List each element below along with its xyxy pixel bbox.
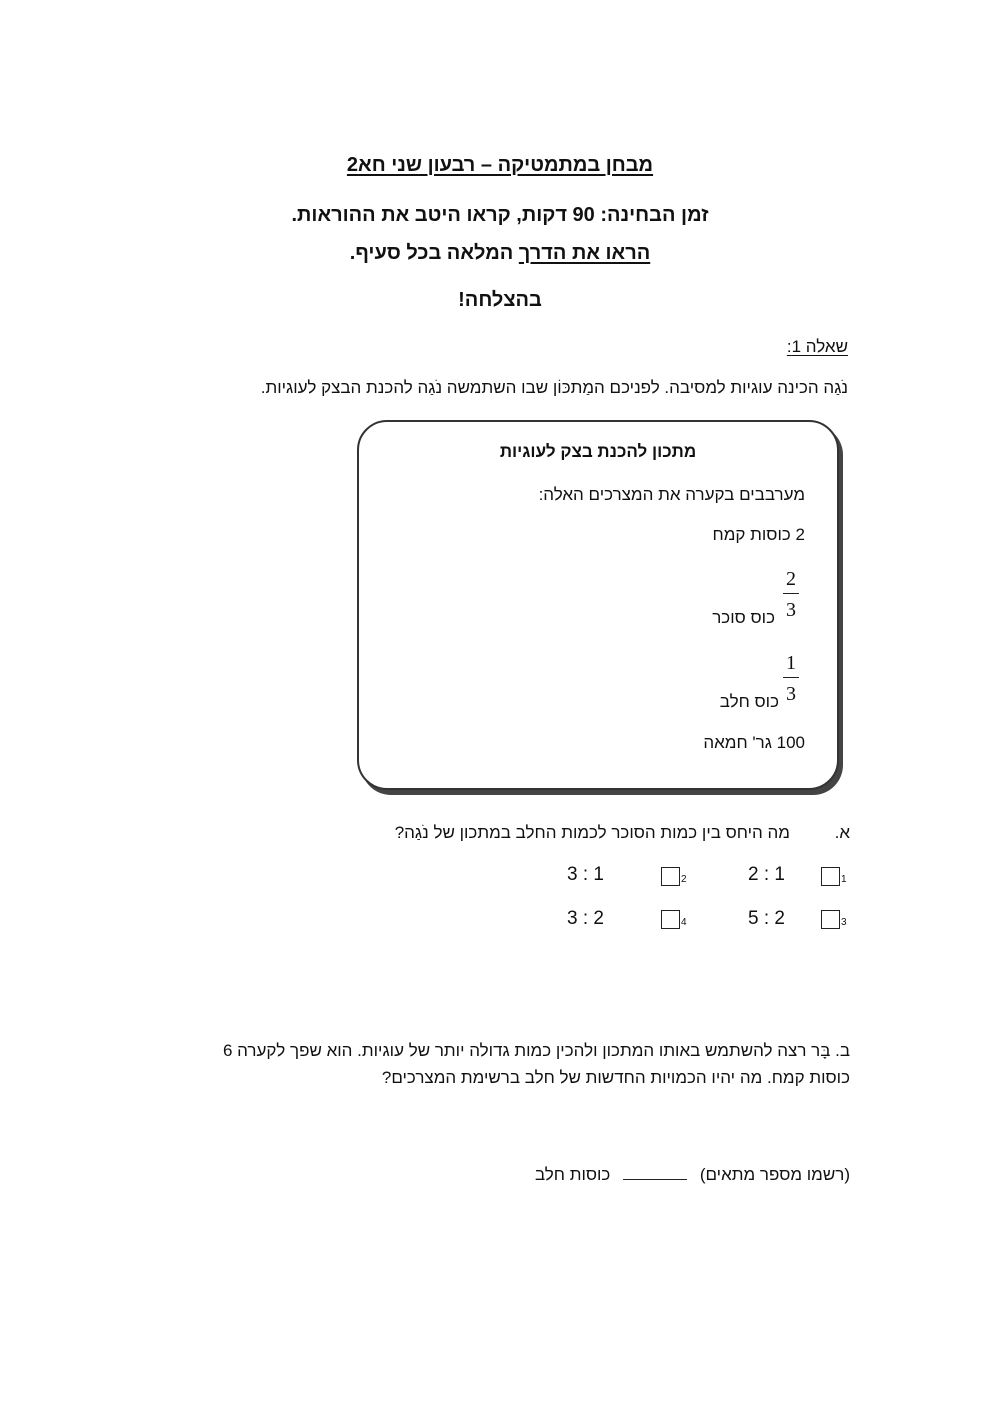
recipe-instruction: מערבבים בקערה את המצרכים האלה: bbox=[538, 485, 805, 504]
option-4-value: 3 : 2 bbox=[567, 908, 604, 929]
option-3-value: 5 : 2 bbox=[748, 908, 785, 929]
recipe-flour: 2 כוסות קמח bbox=[712, 525, 805, 544]
part-a-letter: א. bbox=[834, 823, 850, 842]
option-2-checkbox[interactable] bbox=[661, 867, 680, 886]
answer-row bbox=[535, 1163, 850, 1185]
option-3-number: 3 bbox=[841, 917, 847, 928]
recipe-title: מתכון להכנת בצק לעוגיות bbox=[499, 442, 697, 461]
option-3-checkbox[interactable] bbox=[821, 910, 840, 929]
exam-title: מבחן במתמטיקה – רבעון שני חא2 bbox=[346, 154, 654, 176]
milk-fraction bbox=[783, 652, 799, 705]
good-luck: בהצלחה! bbox=[458, 289, 542, 311]
sugar-fraction bbox=[783, 568, 799, 621]
recipe-butter: 100 גר' חמאה bbox=[703, 733, 805, 752]
exam-instruction bbox=[0, 242, 1000, 265]
sugar-denominator: 3 bbox=[786, 599, 796, 621]
recipe-sugar-label: כוס סוכר bbox=[712, 608, 775, 627]
option-1-value: 2 : 1 bbox=[748, 864, 785, 885]
question-heading: שאלה 1: bbox=[786, 337, 848, 356]
answer-suffix: כוסות חלב bbox=[534, 1165, 611, 1184]
sugar-numerator: 2 bbox=[786, 568, 796, 590]
part-a-question: מה היחס בין כמות הסוכר לכמות החלב במתכון של נֹגַה? bbox=[394, 823, 790, 842]
answer-blank[interactable] bbox=[623, 1163, 687, 1180]
milk-numerator: 1 bbox=[786, 652, 796, 674]
part-b-line-2: כוסות קמח. מה יהיו הכמויות החדשות של חלב ברשימת המצרכים? bbox=[381, 1068, 850, 1087]
option-4-checkbox[interactable] bbox=[661, 910, 680, 929]
instruction-rest: המלאה בכל סעיף. bbox=[349, 242, 519, 264]
fraction-bar bbox=[783, 593, 799, 594]
option-4-number: 4 bbox=[681, 917, 687, 928]
answer-prefix: (רשמו מספר מתאים) bbox=[699, 1165, 850, 1184]
recipe-milk-label: כוס חלב bbox=[719, 692, 779, 711]
recipe-box bbox=[357, 420, 839, 790]
option-1-number: 1 bbox=[841, 874, 847, 885]
milk-denominator: 3 bbox=[786, 683, 796, 705]
fraction-bar bbox=[783, 677, 799, 678]
exam-duration: זמן הבחינה: 90 דקות, קראו היטב את ההוראות. bbox=[291, 204, 709, 226]
instruction-underlined: הראו את הדרך bbox=[518, 242, 651, 264]
part-b-line-1: ב. בָּר רצה להשתמש באותו המתכון ולהכין כמות גדולה יותר של עוגיות. הוא שפך לקערה 6 bbox=[222, 1041, 850, 1060]
option-2-value: 3 : 1 bbox=[567, 864, 604, 885]
question-intro: נֹגַה הכינה עוגיות למסיבה. לפניכם המַתכּוֹן שבו השתמשה נֹגַה להכנת הבצק לעוגיות. bbox=[260, 378, 848, 397]
option-1-checkbox[interactable] bbox=[821, 867, 840, 886]
option-2-number: 2 bbox=[681, 874, 687, 885]
